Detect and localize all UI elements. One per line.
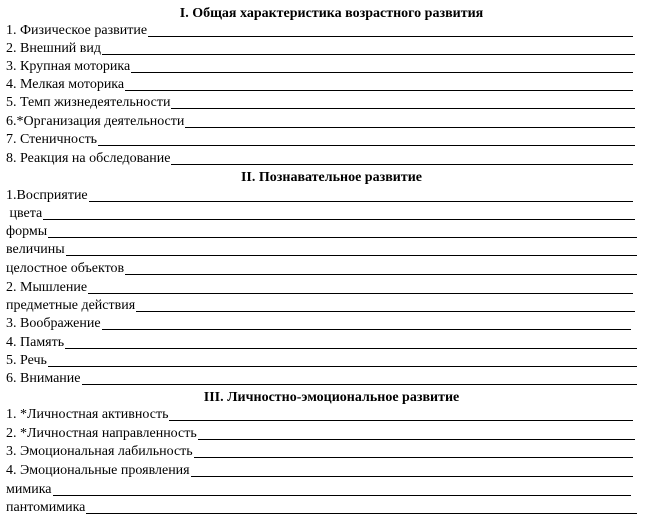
fill-line: [98, 145, 635, 146]
fill-line: [125, 274, 637, 275]
row-label: 5. Темп жизнедеятельности: [6, 95, 171, 110]
form-row-exam-reaction: [6, 150, 633, 167]
row-label: предметные действия: [6, 298, 136, 313]
row-label: 6. Внимание: [6, 371, 81, 386]
row-label: 3. Воображение: [6, 316, 101, 331]
row-label: 2. Внешний вид: [6, 41, 102, 56]
form-row-object-actions: [6, 297, 635, 314]
form-row-imagination: [6, 315, 631, 332]
form-row-activity-pace: [6, 94, 635, 111]
row-label: 2. *Личностная направленность: [6, 426, 197, 441]
row-label: 3. Крупная моторика: [6, 59, 131, 74]
fill-line: [82, 384, 638, 385]
fill-line: [88, 293, 633, 294]
form-row-size: [6, 241, 637, 258]
form-row-gross-motor: [6, 58, 633, 75]
row-label: 6.*Организация деятельности: [6, 114, 185, 129]
form-row-fine-motor: [6, 76, 633, 93]
row-label: 7. Стеничность: [6, 132, 98, 147]
fill-line: [194, 457, 633, 458]
form-row-holistic-objects: [6, 260, 637, 277]
form-row-personal-activity: [6, 406, 633, 423]
fill-line: [102, 54, 635, 55]
row-label: пантомимика: [6, 500, 86, 515]
form-row-physical-development: [6, 22, 633, 39]
section-title-general: I. Общая характеристика возрастного развития: [179, 6, 484, 21]
form-row-emotional-expressions: [6, 462, 633, 479]
row-label: 1. Физическое развитие: [6, 23, 148, 38]
form-row-perception: [6, 187, 633, 204]
fill-line: [89, 201, 633, 202]
fill-line: [191, 476, 633, 477]
row-label: 8. Реакция на обследование: [6, 151, 171, 166]
form-row-color: [6, 205, 635, 222]
fill-line: [43, 219, 635, 220]
row-label: 4. Эмоциональные проявления: [6, 463, 190, 478]
fill-line: [171, 164, 633, 165]
fill-line: [136, 311, 635, 312]
form-row-speech: [6, 352, 637, 369]
fill-line: [102, 329, 631, 330]
fill-line: [131, 72, 633, 73]
row-label: 3. Эмоциональная лабильность: [6, 444, 193, 459]
row-label: 4. Мелкая моторика: [6, 77, 125, 92]
section-title-cognitive: II. Познавательное развитие: [240, 170, 422, 185]
row-label: 5. Речь: [6, 353, 47, 368]
form-row-facial-expressions: [6, 481, 631, 498]
fill-line: [65, 348, 637, 349]
fill-line: [171, 108, 635, 109]
row-label: цвета: [6, 206, 43, 221]
row-label: мимика: [6, 482, 52, 497]
form-row-shape: [6, 223, 637, 240]
fill-line: [125, 90, 633, 91]
fill-line: [148, 36, 633, 37]
section-title-personal-emotional: III. Личностно-эмоциональное развитие: [203, 390, 460, 405]
row-label: 1.Восприятие: [6, 188, 88, 203]
form-row-stenicity: [6, 131, 635, 148]
row-label: 4. Память: [6, 335, 65, 350]
fill-line: [169, 420, 633, 421]
form-row-memory: [6, 334, 637, 351]
form-row-emotional-lability: [6, 443, 633, 460]
row-label: формы: [6, 224, 48, 239]
fill-line: [53, 495, 631, 496]
fill-line: [48, 366, 637, 367]
row-label: величины: [6, 242, 65, 257]
fill-line: [185, 127, 635, 128]
form-row-thinking: [6, 279, 633, 296]
fill-line: [66, 255, 637, 256]
row-label: 2. Мышление: [6, 280, 88, 295]
form-row-pantomime: [6, 499, 637, 516]
fill-line: [48, 237, 637, 238]
row-label: 1. *Личностная активность: [6, 407, 169, 422]
fill-line: [86, 513, 637, 514]
form-row-personal-orientation: [6, 425, 635, 442]
fill-line: [198, 439, 635, 440]
form-row-attention: [6, 370, 637, 387]
form-row-activity-organization: [6, 113, 635, 130]
row-label: целостное объектов: [6, 261, 125, 276]
form-row-appearance: [6, 40, 635, 57]
